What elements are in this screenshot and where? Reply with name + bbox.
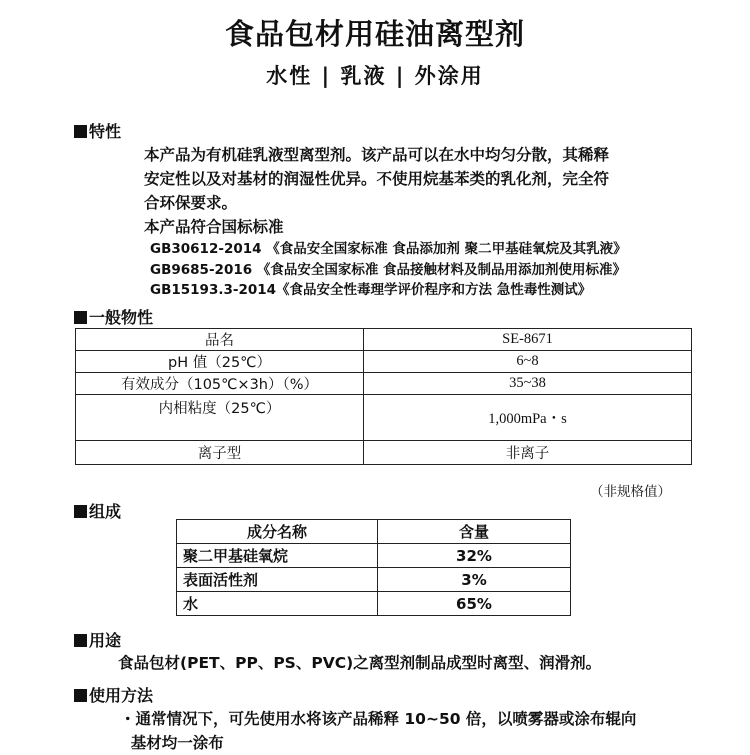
section-properties-heading: 一般物性 [74, 305, 153, 328]
properties-table [75, 328, 692, 465]
component-amount: 65% [378, 592, 571, 616]
text-line: 合环保要求。 [144, 194, 238, 212]
method-text [120, 707, 636, 755]
usage-text: 食品包材(PET、PP、PS、PVC)之离型剂制品成型时离型、润滑剂。 [118, 654, 602, 672]
table-row [177, 592, 571, 616]
component-name: 水 [177, 592, 378, 616]
column-header: 成分名称 [177, 520, 378, 544]
square-bullet-icon [74, 689, 87, 702]
component-amount: 3% [378, 568, 571, 592]
section-method-heading: 使用方法 [74, 683, 153, 706]
table-row [177, 544, 571, 568]
standard-line: GB15193.3-2014《食品安全性毒理学评价程序和方法 急性毒性测试》 [150, 282, 592, 298]
standard-line: GB9685-2016 《食品安全国家标准 食品接触材料及制品用添加剂使用标准》 [150, 262, 627, 278]
features-description [144, 143, 704, 239]
property-value: SE-8671 [364, 329, 692, 351]
section-composition-heading: 组成 [74, 499, 121, 522]
component-amount: 32% [378, 544, 571, 568]
square-bullet-icon [74, 505, 87, 518]
table-row [76, 373, 692, 395]
table-header-row [177, 520, 571, 544]
square-bullet-icon [74, 634, 87, 647]
text-line: 基材均一涂布 [120, 734, 224, 752]
composition-table [176, 519, 571, 616]
table-row [76, 395, 692, 441]
property-name: 内相粘度（25℃） [76, 395, 364, 441]
table-row [177, 568, 571, 592]
component-name: 表面活性剂 [177, 568, 378, 592]
square-bullet-icon [74, 125, 87, 138]
property-name: 离子型 [76, 441, 364, 465]
square-bullet-icon [74, 311, 87, 324]
section-features-heading: 特性 [74, 119, 121, 142]
document-title: 食品包材用硅油离型剂 [224, 17, 525, 51]
property-value: 非离子 [364, 441, 692, 465]
table-row [76, 329, 692, 351]
text-line: 本产品为有机硅乳液型离型剂。该产品可以在水中均匀分散，其稀释 [144, 146, 610, 164]
component-name: 聚二甲基硅氧烷 [177, 544, 378, 568]
column-header: 含量 [378, 520, 571, 544]
text-line: 安定性以及对基材的润湿性优异。不使用烷基苯类的乳化剂，完全符 [144, 170, 610, 188]
table-row [76, 441, 692, 465]
property-value: 35~38 [364, 373, 692, 395]
non-spec-note: （非规格值） [590, 484, 671, 499]
property-value: 6~8 [364, 351, 692, 373]
text-line: 本产品符合国标标准 [144, 218, 284, 236]
table-row [76, 351, 692, 373]
document-subtitle: 水性 | 乳液 | 外涂用 [266, 64, 484, 88]
section-usage-heading: 用途 [74, 628, 121, 651]
standard-line: GB30612-2014 《食品安全国家标准 食品添加剂 聚二甲基硅氧烷及其乳液》 [150, 241, 627, 257]
property-name: 有效成分（105℃×3h）（%） [76, 373, 364, 395]
property-name: 品名 [76, 329, 364, 351]
property-value: 1,000mPa・s [364, 395, 692, 441]
property-name: pH 值（25℃） [76, 351, 364, 373]
text-line: ・通常情况下，可先使用水将该产品稀释 10~50 倍，以喷雾器或涂布辊向 [120, 710, 637, 728]
